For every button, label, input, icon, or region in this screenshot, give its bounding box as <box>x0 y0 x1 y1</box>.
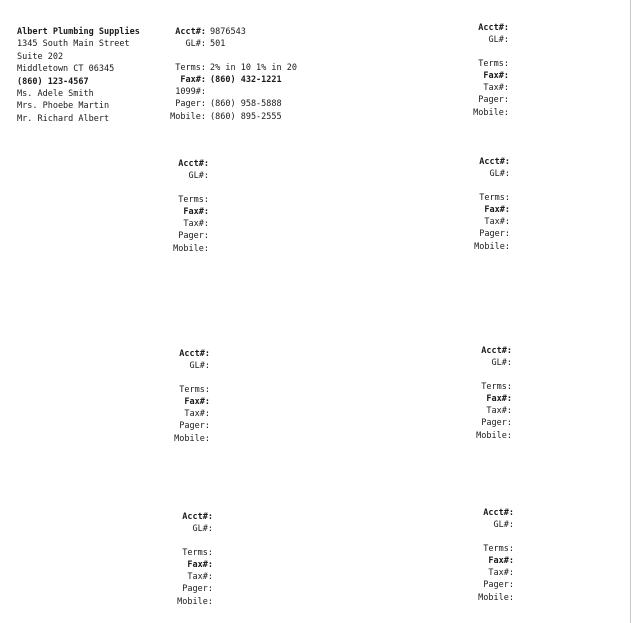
terms-label: Terms: <box>179 384 210 395</box>
gl-label: GL#: <box>493 520 514 531</box>
mobile-label: Mobile: <box>170 111 206 122</box>
acct-value: 9876543 <box>210 27 246 37</box>
gl-label: GL#: <box>192 524 213 535</box>
acct-label: Acct#: <box>479 157 510 167</box>
pager-label: Pager: <box>481 418 512 429</box>
fax-label: Fax#: <box>187 559 213 570</box>
contact-2: Mrs. Phoebe Martin <box>17 101 110 112</box>
gl-label: GL#: <box>488 35 509 46</box>
acct-label: Acct#: <box>483 508 514 518</box>
terms-label: Terms: <box>178 194 209 205</box>
mobile-label: Mobile: <box>478 592 514 603</box>
company-address-block <box>17 26 140 125</box>
fax-label: Fax#: <box>183 206 209 217</box>
account-block-empty <box>150 158 209 255</box>
contact-3: Mr. Richard Albert <box>17 113 110 124</box>
mobile-label: Mobile: <box>177 596 213 607</box>
gl-label: GL#: <box>188 171 209 182</box>
tax-label: Tax#: <box>184 409 210 420</box>
mobile-value: (860) 895-2555 <box>210 111 282 122</box>
account-block-filled <box>150 26 297 123</box>
fax-label: Fax#: <box>483 70 509 81</box>
tax-label: Tax#: <box>183 219 209 230</box>
company-phone: (860) 123-4567 <box>17 76 89 87</box>
acct-label: Acct#: <box>478 23 509 33</box>
terms-value: 2% in 10 1% in 20 <box>210 62 297 73</box>
pager-label: Pager: <box>175 99 206 110</box>
tax-label: Tax#: <box>488 568 514 579</box>
fax-value: (860) 432-1221 <box>210 74 282 85</box>
mobile-label: Mobile: <box>476 430 512 441</box>
acct-label: Acct#: <box>182 512 213 522</box>
pager-label: Pager: <box>179 421 210 432</box>
account-block-empty <box>460 507 514 604</box>
account-block-empty <box>460 22 509 119</box>
gl-label: GL#: <box>185 39 206 50</box>
address-line-2: Suite 202 <box>17 51 64 62</box>
terms-label: Terms: <box>478 58 509 69</box>
terms-label: Terms: <box>175 62 206 73</box>
pager-label: Pager: <box>479 229 510 240</box>
pager-label: Pager: <box>478 95 509 106</box>
terms-label: Terms: <box>483 543 514 554</box>
acct-label: Acct#: <box>175 27 206 37</box>
city-state-zip: Middletown CT 06345 <box>17 64 115 75</box>
page-edge-line <box>630 0 631 623</box>
fax-label: Fax#: <box>488 555 514 566</box>
gl-label: GL#: <box>489 169 510 180</box>
gl-label: GL#: <box>189 361 210 372</box>
mobile-label: Mobile: <box>174 433 210 444</box>
fax-label: Fax#: <box>484 204 510 215</box>
pager-label: Pager: <box>483 580 514 591</box>
tax-label: Tax#: <box>484 217 510 228</box>
fax-label: Fax#: <box>180 74 206 85</box>
account-block-empty <box>460 156 510 253</box>
terms-label: Terms: <box>481 381 512 392</box>
terms-label: Terms: <box>479 192 510 203</box>
gl-value: 501 <box>210 39 226 50</box>
pager-value: (860) 958-5888 <box>210 99 282 110</box>
mobile-label: Mobile: <box>474 241 510 252</box>
mobile-label: Mobile: <box>173 243 209 254</box>
terms-label: Terms: <box>182 547 213 558</box>
pager-label: Pager: <box>182 584 213 595</box>
tax-label: Tax#: <box>483 83 509 94</box>
ten99-label: 1099#: <box>175 87 206 98</box>
account-block-empty <box>460 345 512 442</box>
tax-label: Tax#: <box>486 406 512 417</box>
acct-label: Acct#: <box>481 346 512 356</box>
gl-label: GL#: <box>491 358 512 369</box>
contact-1: Ms. Adele Smith <box>17 89 94 100</box>
address-line-1: 1345 South Main Street <box>17 39 130 50</box>
fax-label: Fax#: <box>184 396 210 407</box>
acct-label: Acct#: <box>178 159 209 169</box>
account-block-empty <box>150 511 213 608</box>
acct-label: Acct#: <box>179 349 210 359</box>
account-block-empty <box>150 348 210 445</box>
company-name: Albert Plumbing Supplies <box>17 27 140 37</box>
mobile-label: Mobile: <box>473 107 509 118</box>
tax-label: Tax#: <box>187 572 213 583</box>
fax-label: Fax#: <box>486 393 512 404</box>
pager-label: Pager: <box>178 231 209 242</box>
